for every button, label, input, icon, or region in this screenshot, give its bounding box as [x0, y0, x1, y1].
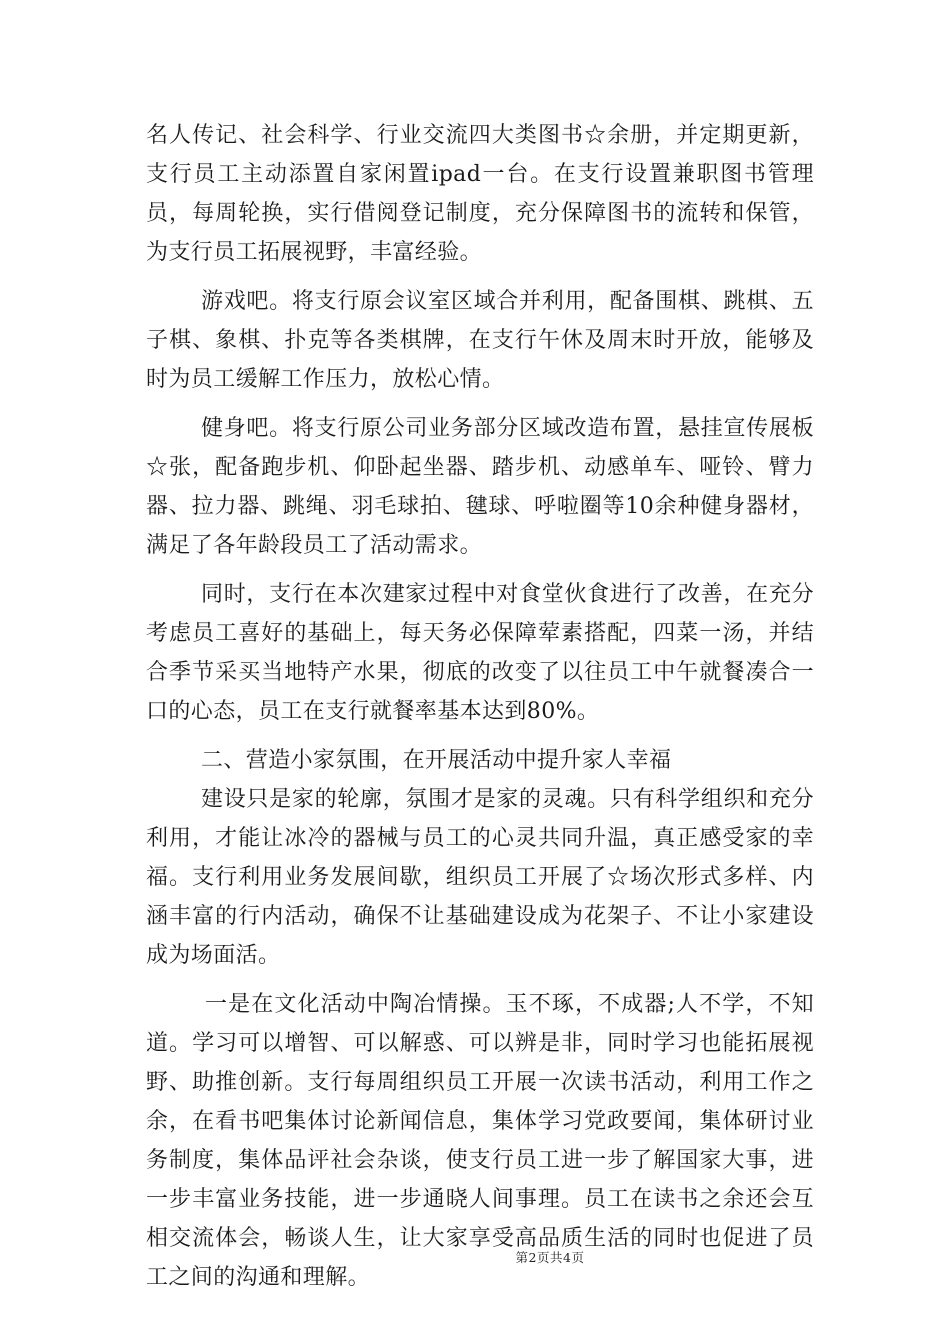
document-body: [146, 116, 814, 1297]
page-number: 第2页共4页: [515, 1250, 585, 1265]
paragraph-fitness-bar: 健身吧。将支行原公司业务部分区域改造布置，悬挂宣传展板☆张，配备跑步机、仰卧起坐器、踏步机、动感单车、哑铃、臂力器、拉力器、跳绳、羽毛球拍、毽球、呼啦圈等10余种健身器材，满足了各年龄段员工了活动需求。: [146, 416, 814, 558]
paragraph-game-bar: 游戏吧。将支行原会议室区域合并利用，配备围棋、跳棋、五子棋、象棋、扑克等各类棋牌，在支行午休及周末时开放，能够及时为员工缓解工作压力，放松心情。: [146, 289, 814, 392]
paragraph-book-bar-continued: 名人传记、社会科学、行业交流四大类图书☆余册，并定期更新，支行员工主动添置自家闲置ipad一台。在支行设置兼职图书管理员，每周轮换，实行借阅登记制度，充分保障图书的流转和保管，为支行员工拓展视野，丰富经验。: [146, 123, 814, 265]
section-heading: 二、营造小家氛围，在开展活动中提升家人幸福: [201, 748, 672, 773]
paragraph-atmosphere: 建设只是家的轮廓，氛围才是家的灵魂。只有科学组织和充分利用，才能让冰冷的器械与员工的心灵共同升温，真正感受家的幸福。支行利用业务发展间歇，组织员工开展了☆场次形式多样、内涵丰富的行内活动，确保不让基础建设成为花架子、不让小家建设成为场面活。: [146, 787, 814, 968]
paragraph-culture-activities: 一是在文化活动中陶冶情操。玉不琢，不成器;人不学，不知道。学习可以增智、可以解惑、可以辨是非，同时学习也能拓展视野、助推创新。支行每周组织员工开展一次读书活动，利用工作之余，在看书吧集体讨论新闻信息，集体学习党政要闻，集体研讨业务制度，集体品评社会杂谈，使支行员工进一步了解国家大事，进一步丰富业务技能，进一步通晓人间事理。员工在读书之余还会互相交流体会，畅谈人生，让大家享受高品质生活的同时也促进了员工之间的沟通和理解。: [146, 992, 814, 1290]
paragraph-canteen: 同时，支行在本次建家过程中对食堂伙食进行了改善，在充分考虑员工喜好的基础上，每天务必保障荤素搭配，四菜一汤，并结合季节采买当地特产水果，彻底的改变了以往员工中午就餐凑合一口的心态，员工在支行就餐率基本达到80%。: [146, 582, 814, 724]
